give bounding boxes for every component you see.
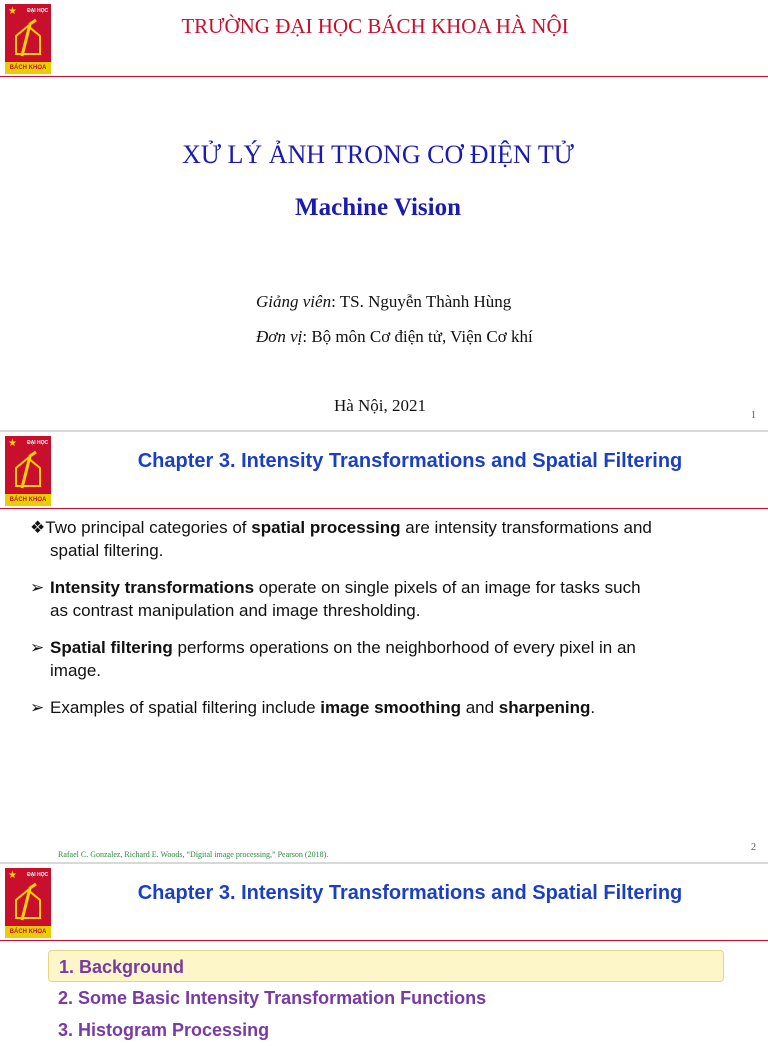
logo-label: BÁCH KHOA [9, 497, 47, 503]
logo-small-text: ĐẠI HỌC [27, 440, 49, 446]
unit-line [256, 327, 533, 347]
university-name: TRƯỜNG ĐẠI HỌC BÁCH KHOA HÀ NỘI [181, 14, 569, 38]
star-icon: ★ [8, 438, 17, 449]
lecturer-line [256, 292, 511, 312]
logo-label: BÁCH KHOA [9, 65, 47, 71]
page-number: 2 [751, 842, 756, 853]
course-subtitle: Machine Vision [295, 194, 461, 221]
arrow-bullet-icon: ➢ [30, 698, 45, 717]
lecturer-name: : TS. Nguyễn Thành Hùng [331, 292, 512, 311]
star-icon: ★ [8, 870, 17, 881]
star-icon: ★ [8, 6, 17, 17]
toc-item-background[interactable]: 1. Background [48, 950, 724, 982]
arrow-bullet-icon: ➢ [30, 578, 45, 597]
toc-item-histogram-processing[interactable]: 3. Histogram Processing [58, 1020, 270, 1040]
paragraph-categories: ❖Two principal categories of spatial processing are intensity transformations and spatial filtering. [30, 518, 652, 560]
toc-item-intensity-functions[interactable]: 2. Some Basic Intensity Transformation Functions [58, 988, 487, 1008]
unit-name: : Bộ môn Cơ điện tử, Viện Cơ khí [302, 327, 533, 346]
header-divider [0, 76, 768, 77]
university-logo [5, 868, 51, 938]
university-logo [5, 436, 51, 506]
paragraph-examples: ➢ Examples of spatial filtering include image smoothing and sharpening. [30, 698, 596, 717]
logo-mark-icon [10, 448, 46, 492]
chapter-title: Chapter 3. Intensity Transformations and Spatial Filtering [137, 882, 683, 904]
logo-label: BÁCH KHOA [9, 929, 47, 935]
course-title: XỬ LÝ ẢNH TRONG CƠ ĐIỆN TỬ [182, 140, 574, 169]
slide-1 [0, 0, 768, 430]
arrow-bullet-icon: ➢ [30, 638, 45, 657]
slide-3 [0, 864, 768, 1040]
diamond-bullet-icon: ❖ [30, 518, 46, 537]
lecturer-label: Giảng viên [256, 292, 332, 311]
place-date: Hà Nội, 2021 [333, 396, 427, 415]
header-divider [0, 508, 768, 509]
page-number: 1 [751, 410, 756, 421]
paragraph-spatial-filtering: ➢ Spatial filtering performs operations on the neighborhood of every pixel in an image. [30, 638, 636, 680]
header-divider [0, 940, 768, 941]
paragraph-intensity-transformations: ➢ Intensity transformations operate on single pixels of an image for tasks such as contrast manipulation and image thresholding. [30, 578, 641, 620]
university-logo [5, 4, 51, 74]
logo-mark-icon [10, 16, 46, 60]
logo-small-text: ĐẠI HỌC [27, 8, 49, 14]
unit-label: Đơn vị [256, 327, 303, 346]
chapter-title: Chapter 3. Intensity Transformations and Spatial Filtering [137, 450, 683, 472]
slide-2 [0, 432, 768, 862]
logo-mark-icon [10, 880, 46, 924]
reference-citation: Rafael C. Gonzalez, Richard E. Woods, “Digital image processing,” Pearson (2018). [58, 850, 329, 859]
logo-small-text: ĐẠI HỌC [27, 872, 49, 878]
